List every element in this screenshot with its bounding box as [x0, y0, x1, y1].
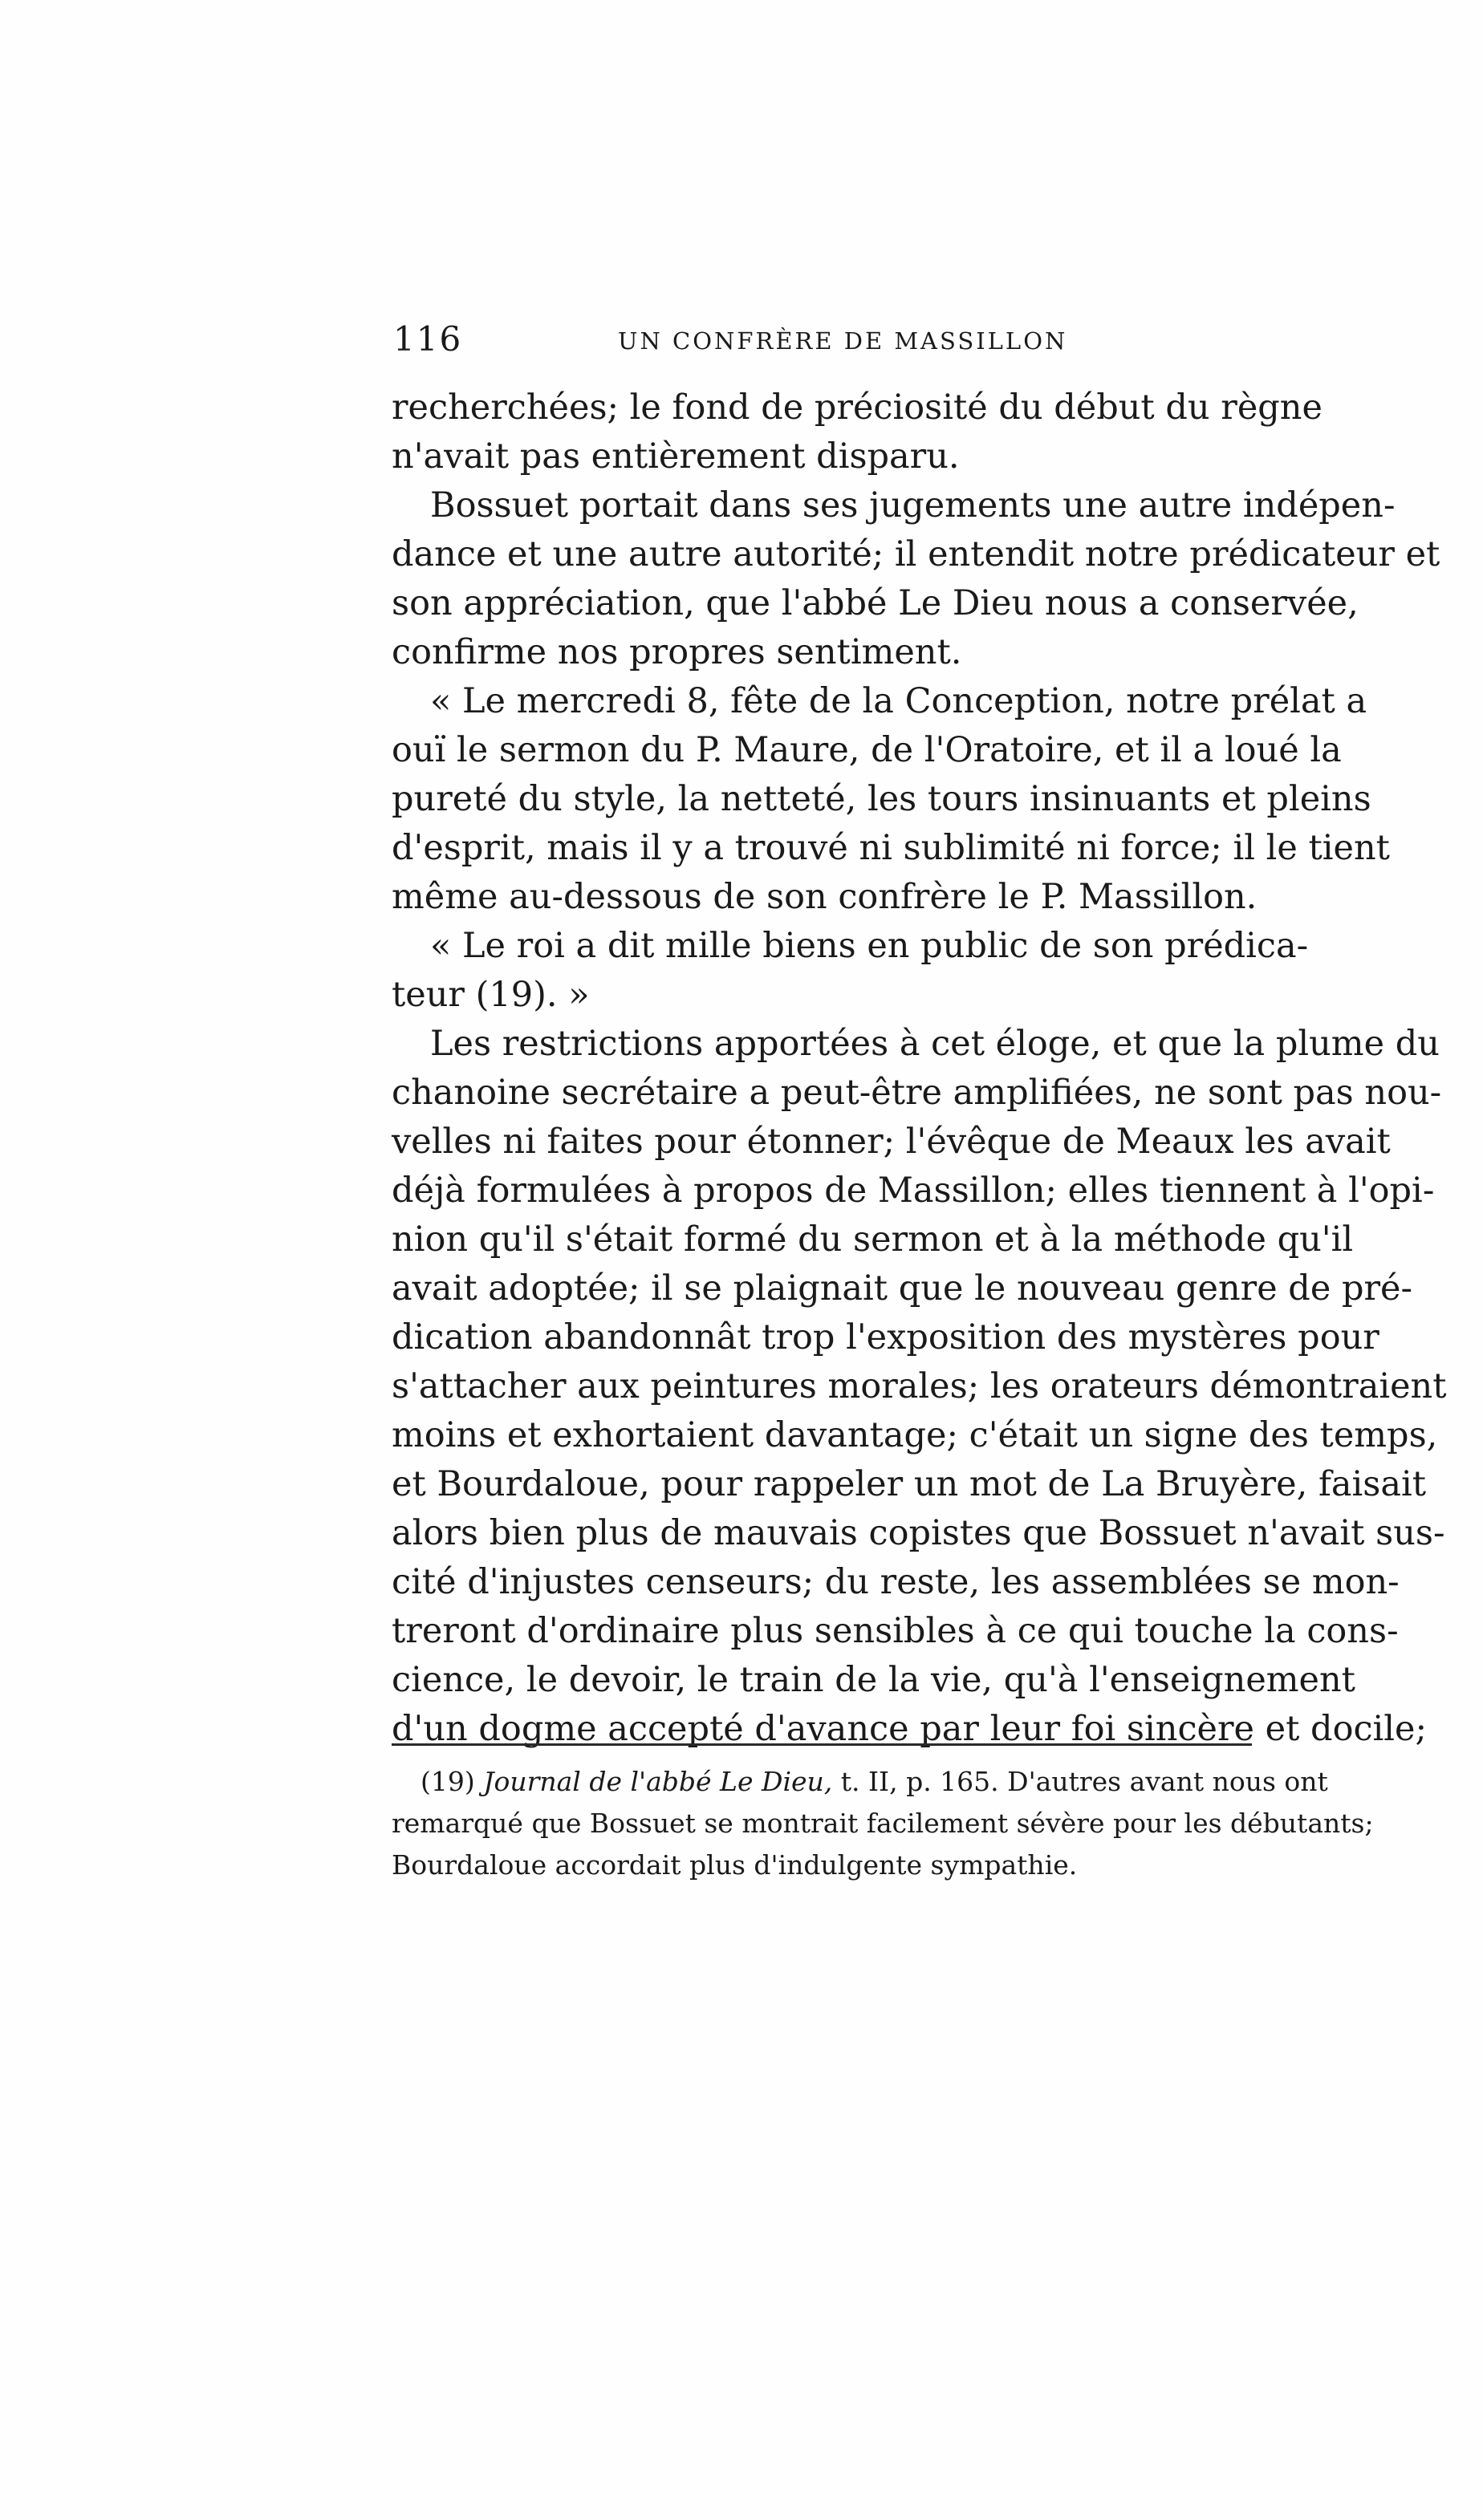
footnote-line: remarqué que Bossuet se montrait facilement sévère pour les débutants; [392, 1808, 1374, 1839]
footnote-cited-title: Journal de l'abbé Le Dieu, [483, 1766, 833, 1797]
text-line: avait adoptée; il se plaignait que le nouveau genre de pré- [392, 1268, 1413, 1309]
text-line: dication abandonnât trop l'exposition des mystères pour [392, 1317, 1379, 1357]
text-line: n'avait pas entièrement disparu. [392, 436, 960, 477]
text-line: et Bourdaloue, pour rappeler un mot de La Bruyère, faisait [392, 1464, 1426, 1504]
text-line: dance et une autre autorité; il entendit notre prédicateur et [392, 534, 1440, 574]
main-text [392, 383, 1447, 1754]
text-line: confirme nos propres sentiment. [392, 632, 962, 672]
text-line: s'attacher aux peintures morales; les orateurs démontraient [392, 1366, 1447, 1406]
text-line: pureté du style, la netteté, les tours insinuants et pleins [392, 779, 1371, 819]
text-line: « Le mercredi 8, fête de la Conception, notre prélat a [430, 681, 1367, 721]
text-line: teur (19). » [392, 975, 590, 1015]
text-line: cience, le devoir, le train de la vie, qu'à l'enseignement [392, 1660, 1355, 1700]
text-line: nion qu'il s'était formé du sermon et à la méthode qu'il [392, 1219, 1354, 1260]
text-line: d'esprit, mais il y a trouvé ni sublimité ni force; il le tient [392, 828, 1390, 868]
text-line: chanoine secrétaire a peut-être amplifiées, ne sont pas nou- [392, 1073, 1442, 1113]
text-line: déjà formulées à propos de Massillon; elles tiennent à l'opi- [392, 1171, 1435, 1211]
page-header [393, 319, 1252, 367]
text-line: son appréciation, que l'abbé Le Dieu nous a conservée, [392, 583, 1359, 623]
footnote-divider [392, 1743, 1252, 1746]
text-line: ouï le sermon du P. Maure, de l'Oratoire, et il a loué la [392, 730, 1342, 770]
footnote [392, 1761, 1374, 1886]
text-line: treront d'ordinaire plus sensibles à ce qui touche la cons- [392, 1611, 1399, 1651]
footnote-line [392, 1761, 1328, 1803]
footnote-marker: (19) [421, 1766, 475, 1797]
text-line: Bossuet portait dans ses jugements une autre indépen- [430, 485, 1396, 526]
text-line: Les restrictions apportées à cet éloge, et que la plume du [430, 1024, 1440, 1064]
text-line: d'un dogme accepté d'avance par leur foi sincère et docile; [392, 1709, 1427, 1749]
text-line: cité d'injustes censeurs; du reste, les assemblées se mon- [392, 1562, 1400, 1602]
text-line: moins et exhortaient davantage; c'était un signe des temps, [392, 1415, 1438, 1455]
text-line: « Le roi a dit mille biens en public de son prédica- [430, 926, 1309, 966]
footnote-line: Bourdaloue accordait plus d'indulgente sympathie. [392, 1849, 1078, 1881]
text-line: velles ni faites pour étonner; l'évêque de Meaux les avait [392, 1122, 1391, 1162]
text-line: même au-dessous de son confrère le P. Massillon. [392, 877, 1258, 917]
text-line: alors bien plus de mauvais copistes que Bossuet n'avait sus- [392, 1513, 1445, 1553]
running-title: UN CONFRÈRE DE MASSILLON [618, 327, 1068, 355]
text-line: recherchées; le fond de préciosité du début du règne [392, 388, 1323, 428]
footnote-citation: t. II, p. 165. D'autres avant nous ont [840, 1766, 1328, 1797]
page-number: 116 [393, 319, 463, 359]
